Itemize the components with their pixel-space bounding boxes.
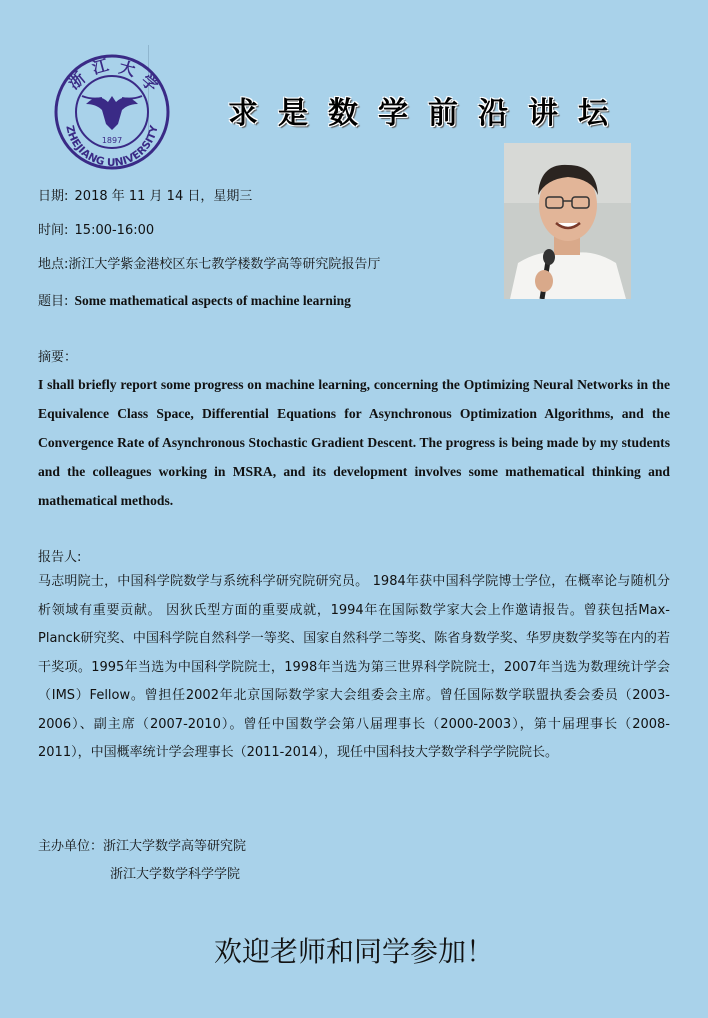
place-value: 浙江大学紫金港校区东七教学楼数学高等研究院报告厅 (68, 257, 381, 272)
university-logo (52, 52, 172, 172)
abstract-label: 摘要： (38, 350, 78, 365)
date-value: 2018 年 11 月 14 日，星期三 (74, 189, 253, 204)
place-label: 地点: (38, 257, 69, 272)
svg-text:1897: 1897 (101, 136, 123, 145)
welcome-message: 欢迎老师和同学参加！ (213, 935, 494, 968)
topic-line (38, 290, 351, 309)
speaker-bio: 马志明院士，中国科学院数学与系统科学研究院研究员。 1984年获中国科学院博士学位，在概率论与随机分析领域有重要贡献。 因狄氏型方面的重要成就，1994年在国际数学家大会上作邀请报告。曾获包括Max-Planck研究奖、中国科学院自然科学一等奖、国家自然科学二等奖、陈省身数学奖、华罗庚数学奖等在内的若干奖项。1995年当选为中国科学院院士，1998年当选为第三世界科学院院士，2007年当选为数理统计学会（IMS）Fellow。曾担任2002年北京国际数学家大会组委会主席。曾任国际数学联盟执委会委员（2003-2006）、副主席（2007-2010）。曾任中国数学会第八届理事长（2000-2003），第十届理事长（2008-2011），中国概率统计学会理事长（2011-2014），现任中国科技大学数学科学学院院长。 (38, 574, 670, 760)
date-label: 日期: (38, 189, 69, 204)
place-line (38, 253, 380, 272)
host-section (38, 833, 246, 889)
host-org-1: 浙江大学数学高等研究院 (103, 839, 247, 854)
svg-text:ZHEJIANG UNIVERSITY: ZHEJIANG UNIVERSITY (63, 124, 161, 170)
date-line (38, 185, 252, 204)
svg-text:学: 学 (137, 70, 162, 96)
svg-text:浙: 浙 (64, 68, 89, 94)
svg-text:大: 大 (116, 57, 138, 81)
page-title: 求是数学前沿讲坛 (228, 96, 628, 131)
time-label: 时间: (38, 223, 69, 238)
abstract-text: I shall briefly report some progress on machine learning, concerning the Optimizing Neural Networks in the Equivalence Class Space, Differential Equations for Asynchronous Optimization Algorithms, and the Convergence Rate of Asynchronous Stochastic Gradient Descent. The progress is being made by my students and the colleagues working in MSRA, and its development involves some mathematical thinking and mathematical methods. (38, 377, 670, 508)
host-org-2: 浙江大学数学科学学院 (110, 867, 241, 882)
host-label: 主办单位： (38, 839, 104, 854)
speaker-photo (504, 143, 631, 299)
topic-label: 题目: (38, 294, 69, 309)
time-value: 15:00-16:00 (74, 223, 155, 238)
time-line (38, 219, 154, 238)
speaker-label: 报告人: (38, 550, 82, 565)
topic-value: Some mathematical aspects of machine learning (74, 293, 351, 308)
svg-text:江: 江 (90, 55, 111, 78)
